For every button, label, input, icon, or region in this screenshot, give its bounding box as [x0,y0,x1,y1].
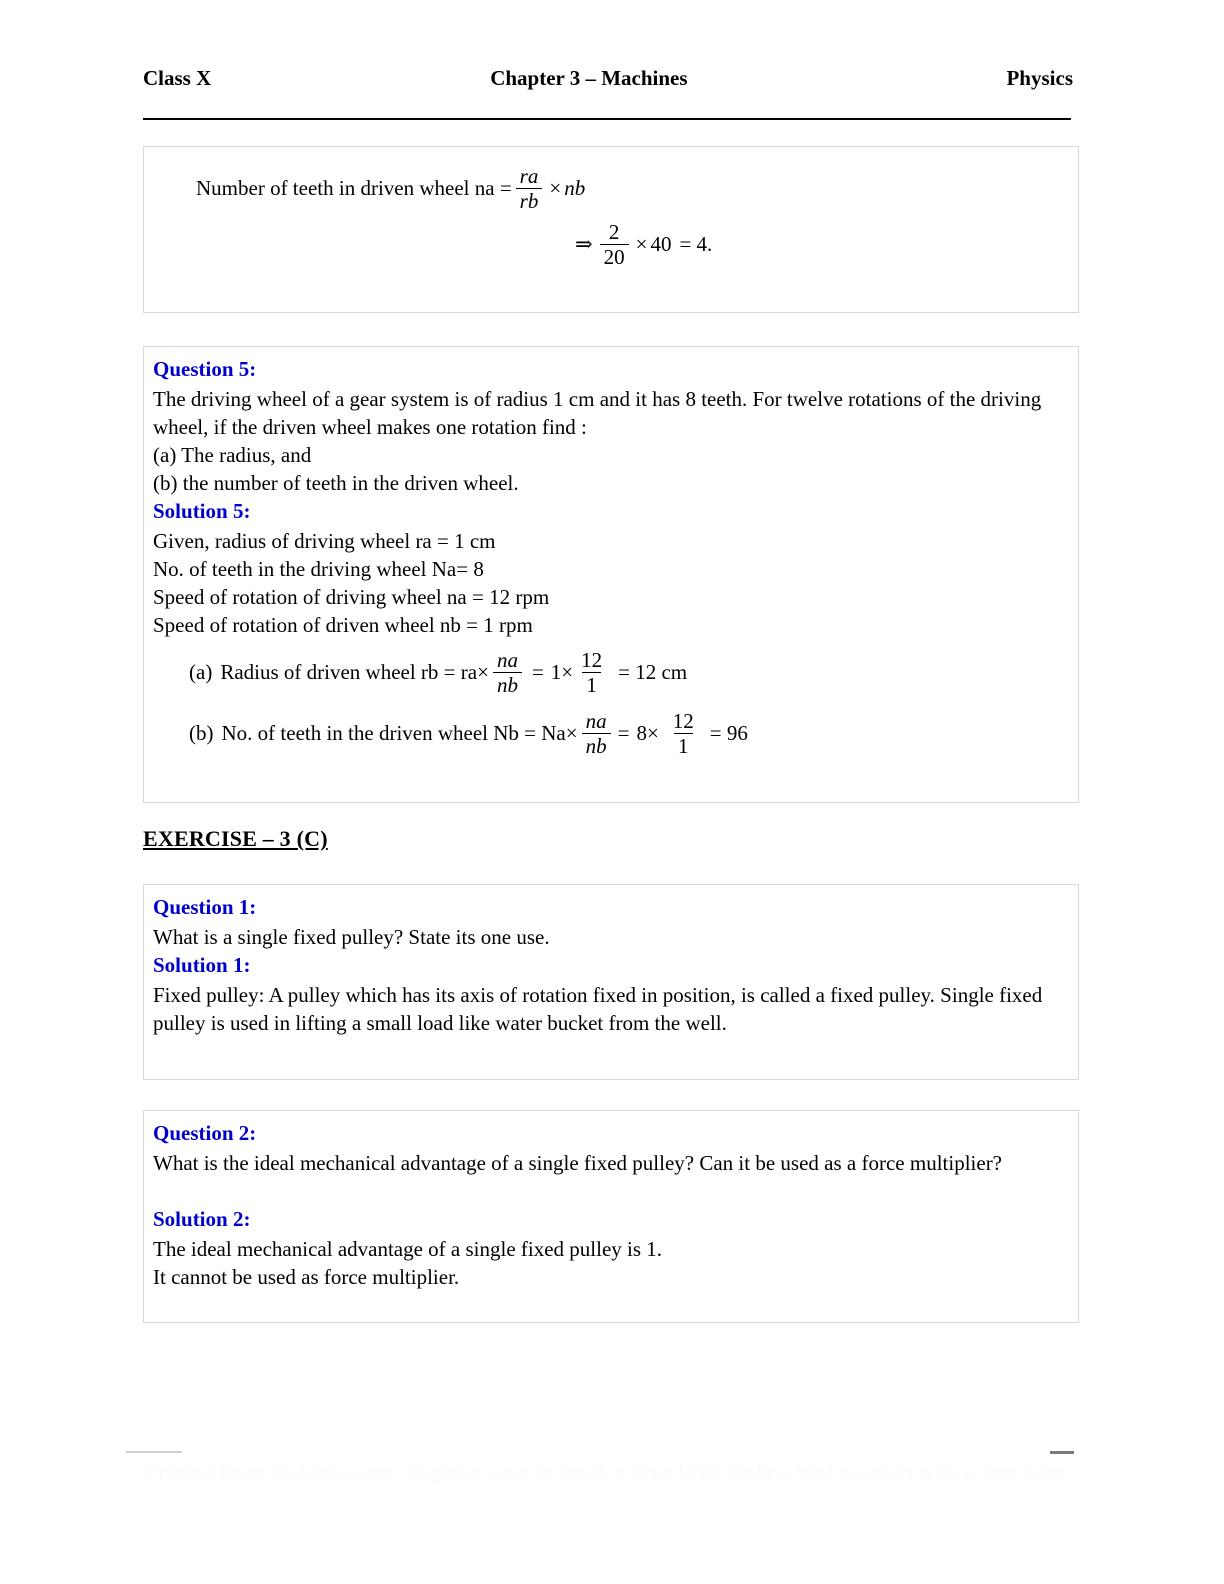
part-b-result: = 96 [709,721,748,746]
question-5-part-a: (a) The radius, and [153,443,312,467]
part-b-label: (b) [189,721,214,746]
solution-5-given-group [153,527,549,639]
fraction-denominator: 1 [674,733,693,757]
fraction-denominator: 1 [582,672,601,696]
part-a-result: = 12 cm [618,660,688,685]
question-5-part-b: (b) the number of teeth in the driven wheel. [153,471,519,495]
formula-line-2-factor: 40 [650,232,672,257]
question-1-box [143,884,1079,1080]
part-a-middle-factor: 1× [550,660,574,685]
header-divider-rule [143,118,1071,120]
fraction-denominator: nb [582,733,611,757]
formula-line-1-tail: nb [564,176,586,201]
footer-rule-left [126,1451,182,1453]
given-line-2: No. of teeth in the driving wheel Na= 8 [153,557,484,581]
formula-line-1 [196,165,585,212]
solution-2-line-2: It cannot be used as force multiplier. [153,1265,460,1289]
part-b-fraction-12-1 [669,710,698,757]
part-b-equals-1: = [617,721,630,746]
solution-5-part-b-line [189,710,748,757]
part-b-middle-factor: 8× [636,721,659,746]
formula-line-2-result: = 4. [679,232,713,257]
formula-line-2 [572,221,712,268]
solution-5-heading: Solution 5: [153,499,251,523]
part-a-fraction-12-1 [577,649,606,696]
multiplication-sign: × [549,176,562,201]
question-1-heading: Question 1: [153,895,257,919]
fraction-numerator: 12 [581,648,603,672]
part-a-fraction-na-nb [493,649,522,696]
part-a-text: Radius of driven wheel rb = ra× [220,660,489,685]
solution-2-heading: Solution 2: [153,1207,251,1231]
given-line-4: Speed of rotation of driven wheel nb = 1 rpm [153,613,533,637]
fraction-numerator: ra [519,164,539,188]
fraction-numerator: na [585,709,607,733]
fraction-denominator: nb [493,672,522,696]
question-5-box [143,346,1079,803]
implies-arrow-icon: ⇒ [575,232,593,257]
footer-watermark-text: Printed from Vedantu.com. Register now to book a Free LIVE Online trial session with a Top tutor. [144,1462,1072,1484]
header-chapter-title: Chapter 3 – Machines [490,66,688,90]
header-class-label: Class X [143,66,212,90]
part-b-fraction-na-nb [582,710,611,757]
formula-line-1-label: Number of teeth in driven wheel na = [196,176,512,201]
part-a-equals-1: = [531,660,544,685]
fraction-numerator: na [496,648,518,672]
question-2-heading: Question 2: [153,1121,257,1145]
solution-5-part-a-line [189,649,687,696]
fraction-numerator: 12 [672,709,694,733]
solution-1-heading: Solution 1: [153,953,251,977]
given-line-1: Given, radius of driving wheel ra = 1 cm [153,529,496,553]
solution-2-line-1: The ideal mechanical advantage of a single fixed pulley is 1. [153,1237,663,1261]
formula-box [143,146,1079,313]
exercise-heading: EXERCISE – 3 (C) [143,826,328,851]
question-1-statement: What is a single fixed pulley? State its one use. [153,925,550,949]
question-5-heading: Question 5: [153,357,257,381]
fraction-denominator: rb [516,188,543,212]
formula-line-1-fraction [516,165,543,212]
solution-2-text-group [153,1235,1069,1291]
question-5-text-group [153,385,1069,497]
page-header [143,66,1073,91]
question-2-statement: What is the ideal mechanical advantage of a single fixed pulley? Can it be used as a force multiplier? [153,1151,1003,1175]
footer-rule-right [1050,1451,1074,1454]
header-subject-label: Physics [1006,66,1073,90]
given-line-3: Speed of rotation of driving wheel na = 12 rpm [153,585,550,609]
fraction-numerator: 2 [608,220,620,244]
formula-line-2-fraction [600,221,629,268]
multiplication-sign: × [635,232,648,257]
part-b-text: No. of teeth in the driven wheel Nb = Na× [221,721,578,746]
fraction-denominator: 20 [600,244,629,268]
part-a-label: (a) [189,660,213,685]
question-2-box [143,1110,1079,1323]
solution-1-text: Fixed pulley: A pulley which has its axis of rotation fixed in position, is called a fixed pulley. Single fixed pulley is used in lifting a small load like water bucket from the well. [153,983,1043,1035]
question-5-statement: The driving wheel of a gear system is of radius 1 cm and it has 8 teeth. For twelve rotations of the driving wheel, if the driven wheel makes one rotation find : [153,387,1042,439]
